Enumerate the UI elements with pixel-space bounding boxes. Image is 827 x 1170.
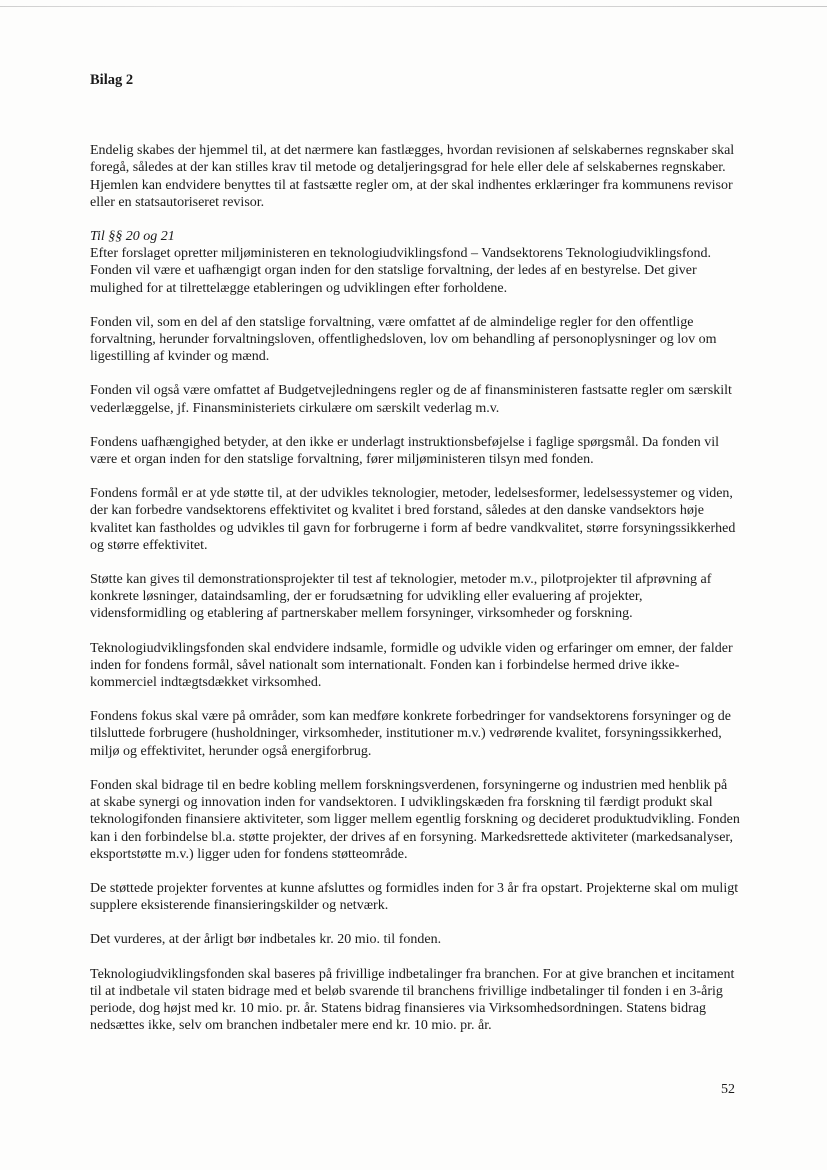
paragraph-focus: Fondens fokus skal være på områder, som kan medføre konkrete forbedringer for vandsektorens forsyninger og de tilsluttede forbrugere (husholdninger, virksomheder, institutioner m.v.) vedrørende kvalitet, forsyningssikkerhed, miljø og effektivitet, herunder også energiforbrug. (90, 709, 731, 759)
paragraph-knowledge: Teknologiudviklingsfonden skal endvidere indsamle, formidle og udvikle viden og erfaringer om emner, der falder inden for fondens formål, såvel nationalt som internationalt. Fonden kan i forbindelse hermed drive ikke-kommerciel indtægtsdækket virksomhed. (90, 640, 733, 691)
paragraph-coupling: Fonden skal bidrage til en bedre kobling mellem forskningsverdenen, forsyningerne og industrien med henblik på at skabe synergi og innovation inden for vandsektoren. I udviklingskæden fra forskning til færdigt produkt skal teknologifonden finansiere aktiviteter, som ligger mellem egentlig forskning og decideret produktudvikling. Fonden kan i den forbindelse bl.a. støtte projekter, der drives af en forsyning. Markedsrettede aktiviteter (markedsanalyser, eksportstøtte m.v.) ligger uden for fondens støtteområde. (90, 777, 740, 862)
paragraph-budget-rules: Fonden vil også være omfattet af Budgetvejledningens regler og de af finansministeren fastsatte regler om særskilt vederlæggelse, jf. Finansministeriets cirkulære om særskilt vederlag m.v. (90, 383, 732, 416)
paragraph-projects: De støttede projekter forventes at kunne afsluttes og formidles inden for 3 år fra opstart. Projekterne skal om muligt supplere eksisterende finansieringskilder og netværk. (90, 880, 739, 914)
scan-edge-line (0, 6, 827, 7)
paragraph-revision: Endelig skabes der hjemmel til, at det nærmere kan fastlægges, hvordan revisionen af selskabernes regnskaber skal foregå, således at der kan stilles krav til metode og detaljeringsgrad for hele eller dele af selskabernes regnskaber. Hjemlen kan endvidere benyttes til at fastsætte regler om, at der skal indhentes erklæringer fra kommunens revisor eller en statsautoriseret revisor. (90, 143, 735, 210)
paragraph-fund-intro (90, 228, 740, 297)
page-number: 52 (721, 1082, 735, 1097)
paragraph-annual-payment: Det vurderes, at der årligt bør indbetales kr. 20 mio. til fonden. (90, 932, 442, 948)
paragraph-financing: Teknologiudviklingsfonden skal baseres på frivillige indbetalinger fra branchen. For at give branchen et incitament til at indbetale vil staten bidrage med et beløb svarende til branchens frivillige indbetalinger til fonden i en 3-årig periode, dog højst med kr. 10 mio. pr. år. Statens bidrag finansieres via Virksomhedsordningen. Statens bidrag nedsættes ikke, selv om branchen indbetaler mere end kr. 10 mio. pr. år. (90, 966, 735, 1034)
document-heading: Bilag 2 (90, 72, 134, 88)
paragraph-fund-intro-text: Efter forslaget opretter miljøministeren en teknologiudviklingsfond – Vandsektorens Teknologiudviklingsfond. Fonden vil være et uafhængigt organ inden for den statslige forvaltning, der ledes af en bestyrelse. Det giver mulighed for at tilrettelægge etableringen og udviklingen efter forholdene. (90, 246, 712, 296)
paragraph-administration: Fonden vil, som en del af den statslige forvaltning, være omfattet af de almindelige regler for den offentlige forvaltning, herunder forvaltningsloven, offentlighedsloven, lov om behandling af personoplysninger og lov om ligestilling af kvinder og mænd. (90, 314, 717, 365)
paragraph-independence: Fondens uafhængighed betyder, at den ikke er underlagt instruktionsbeføjelse i faglige spørgsmål. Da fonden vil være et organ inden for den statslige forvaltning, fører miljøministeren tilsyn med fonden. (90, 434, 720, 468)
paragraph-purpose: Fondens formål er at yde støtte til, at der udvikles teknologier, metoder, ledelsesformer, ledelsessystemer og viden, der kan forbedre vandsektorens effektivitet og kvalitet i bred forstand, således at den danske vandsektors høje kvalitet kan fastholdes og udvikles til gavn for forbrugerne i form af bedre vandkvalitet, større forsyningssikkerhed og større effektivitet. (90, 486, 736, 553)
section-title: Til §§ 20 og 21 (90, 229, 175, 245)
document-body (90, 72, 740, 1051)
paragraph-support: Støtte kan gives til demonstrationsprojekter til test af teknologier, metoder m.v., pilotprojekter til afprøvning af konkrete løsninger, dataindsamling, der er forudsætning for udvikling eller evaluering af projekter, vidensformidling og etablering af partnerskaber mellem forsyninger, virksomheder og forskning. (90, 572, 712, 622)
